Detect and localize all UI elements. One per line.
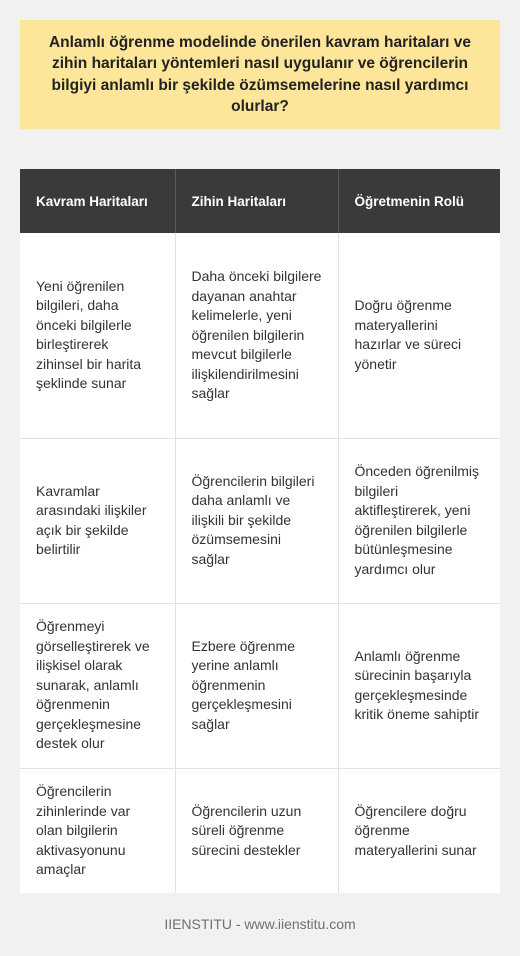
header-zihin-haritalari: Zihin Haritaları — [175, 169, 338, 233]
table-cell: Ezbere öğrenme yerine anlamlı öğrenmenin gerçekleşmesini sağlar — [175, 603, 338, 768]
table-header-row — [20, 169, 500, 233]
table-cell: Anlamlı öğrenme sürecinin başarıyla gerçekleşmesinde kritik öneme sahiptir — [338, 603, 500, 768]
table-cell: Öğrencilerin uzun süreli öğrenme sürecini destekler — [175, 768, 338, 893]
table-row — [20, 603, 500, 768]
table-cell: Kavramlar arasındaki ilişkiler açık bir şekilde belirtilir — [20, 438, 175, 603]
question-title: Anlamlı öğrenme modelinde önerilen kavram haritaları ve zihin haritaları yöntemleri nasıl uygulanır ve öğrencilerin bilgiyi anlamlı bir şekilde özümsemelerine nasıl yardımcı olurlar? — [48, 33, 472, 115]
table-cell: Doğru öğrenme materyallerini hazırlar ve süreci yönetir — [338, 233, 500, 438]
footer-credit: IIENSTITU - www.iienstitu.com — [164, 916, 356, 932]
table-row — [20, 768, 500, 893]
table-cell: Öğrencilerin zihinlerinde var olan bilgilerin aktivasyonunu amaçlar — [20, 768, 175, 893]
header-kavram-haritalari: Kavram Haritaları — [20, 169, 175, 233]
table-cell: Öğrencilerin bilgileri daha anlamlı ve ilişkili bir şekilde özümsemesini sağlar — [175, 438, 338, 603]
table-cell: Yeni öğrenilen bilgileri, daha önceki bilgilerle birleştirerek zihinsel bir harita şeklinde sunar — [20, 233, 175, 438]
table-row — [20, 438, 500, 603]
header-ogretmenin-rolu: Öğretmenin Rolü — [338, 169, 500, 233]
table-row — [20, 233, 500, 438]
comparison-table — [20, 169, 500, 893]
question-box — [20, 20, 500, 129]
table-cell: Öğrencilere doğru öğrenme materyallerini sunar — [338, 768, 500, 893]
table-cell: Öğrenmeyi görselleştirerek ve ilişkisel olarak sunarak, anlamlı öğrenmenin gerçekleşmesine destek olur — [20, 603, 175, 768]
table-cell: Daha önceki bilgilere dayanan anahtar kelimelerle, yeni öğrenilen bilgilerin mevcut bilgilerle ilişkilendirilmesini sağlar — [175, 233, 338, 438]
table-cell: Önceden öğrenilmiş bilgileri aktifleştirerek, yeni öğrenilen bilgilerle bütünleşmesine yardımcı olur — [338, 438, 500, 603]
